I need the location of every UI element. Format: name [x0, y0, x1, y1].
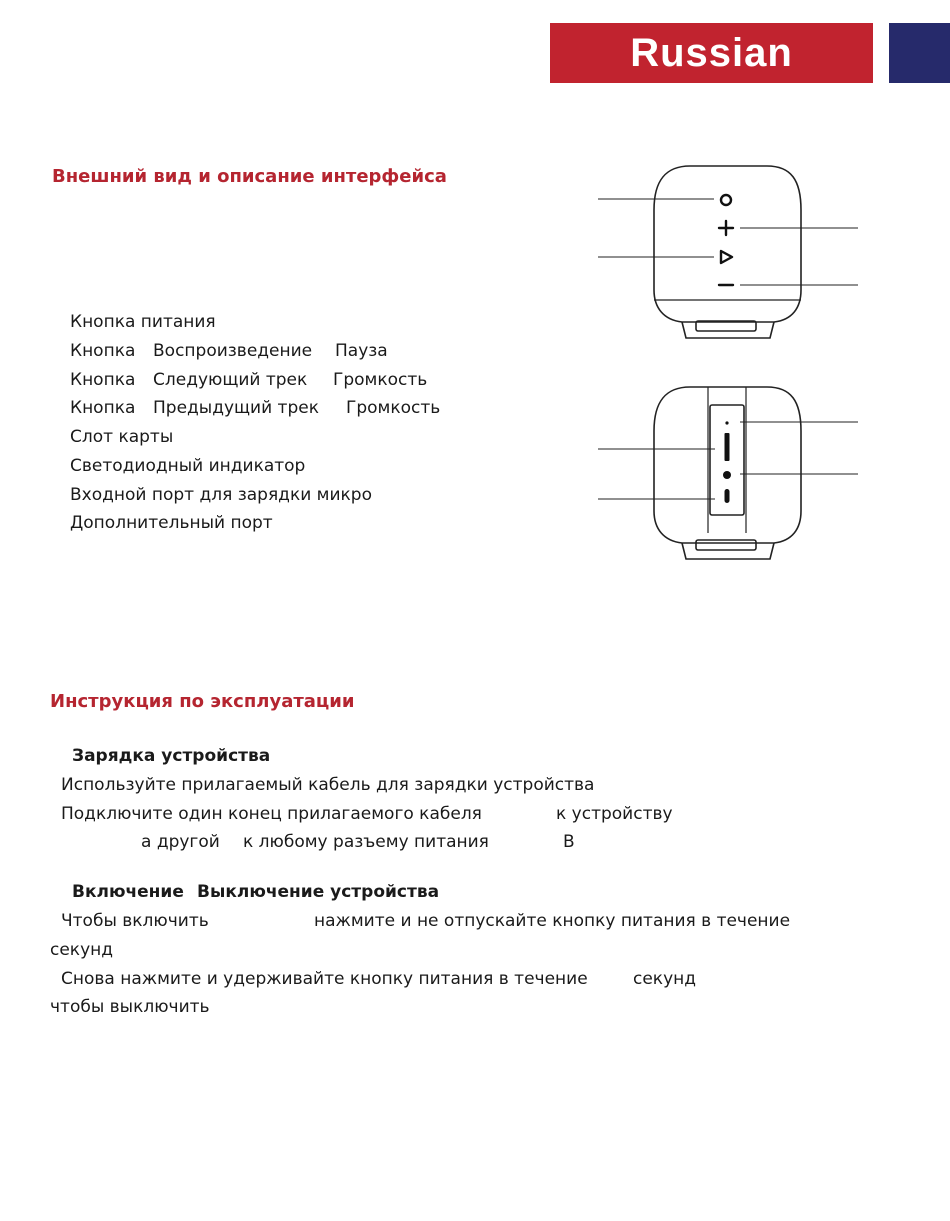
part-item-next-label: Следующий трек [153, 370, 308, 390]
power-line-2: секунд [50, 940, 114, 960]
power-line-1a: Чтобы включить [61, 911, 209, 931]
plus-icon [719, 221, 733, 235]
part-item-prev-label: Предыдущий трек [153, 398, 319, 418]
play-icon [721, 251, 732, 263]
part-item-prev-button: Кнопка [70, 398, 136, 418]
part-item-play-label: Воспроизведение [153, 341, 313, 361]
speaker-body-outline [654, 166, 801, 322]
appearance-heading: Внешний вид и описание интерфейса [52, 166, 447, 187]
charging-line-2a: Подключите один конец прилагаемого кабеля [61, 804, 482, 824]
part-item-play-button: Кнопка [70, 341, 136, 361]
power-icon [721, 195, 731, 205]
language-label: Russian [630, 30, 793, 75]
power-line-3b: секунд [633, 969, 697, 989]
navy-accent-tab [889, 23, 950, 83]
power-line-4: чтобы выключить [50, 997, 210, 1017]
micro-usb-icon [725, 489, 730, 503]
operation-heading: Инструкция по эксплуатации [50, 691, 355, 712]
charging-line-3b: к любому разъему питания [243, 832, 489, 852]
language-tab [550, 23, 873, 83]
speaker-buttons-diagram [596, 162, 862, 342]
charging-line-3c: В [563, 832, 575, 852]
led-dot-small-icon [725, 421, 728, 424]
part-item-aux-port: Дополнительный порт [70, 513, 273, 533]
part-item-micro-usb: Входной порт для зарядки микро [70, 485, 372, 505]
led-indicator-icon [723, 471, 731, 479]
part-item-volume-up-label: Громкость [333, 370, 428, 390]
speaker-ports-diagram [596, 383, 862, 563]
part-item-pause-label: Пауза [335, 341, 388, 361]
part-item-card-slot: Слот карты [70, 427, 174, 447]
power-line-1b: нажмите и не отпускайте кнопку питания в течение [314, 911, 791, 931]
part-item-power: Кнопка питания [70, 312, 216, 332]
power-title-b: Выключение устройства [197, 882, 440, 902]
speaker-back-outline [654, 387, 801, 543]
charging-line-1: Используйте прилагаемый кабель для зарядки устройства [61, 775, 595, 795]
part-item-next-button: Кнопка [70, 370, 136, 390]
charging-title: Зарядка устройства [72, 746, 271, 766]
power-title-a: Включение [72, 882, 184, 902]
charging-line-2b: к устройству [556, 804, 673, 824]
power-line-3a: Снова нажмите и удерживайте кнопку питания в течение [61, 969, 588, 989]
charging-line-3a: а другой [141, 832, 220, 852]
card-slot-icon [725, 433, 730, 461]
part-item-led: Светодиодный индикатор [70, 456, 306, 476]
part-item-volume-down-label: Громкость [346, 398, 441, 418]
